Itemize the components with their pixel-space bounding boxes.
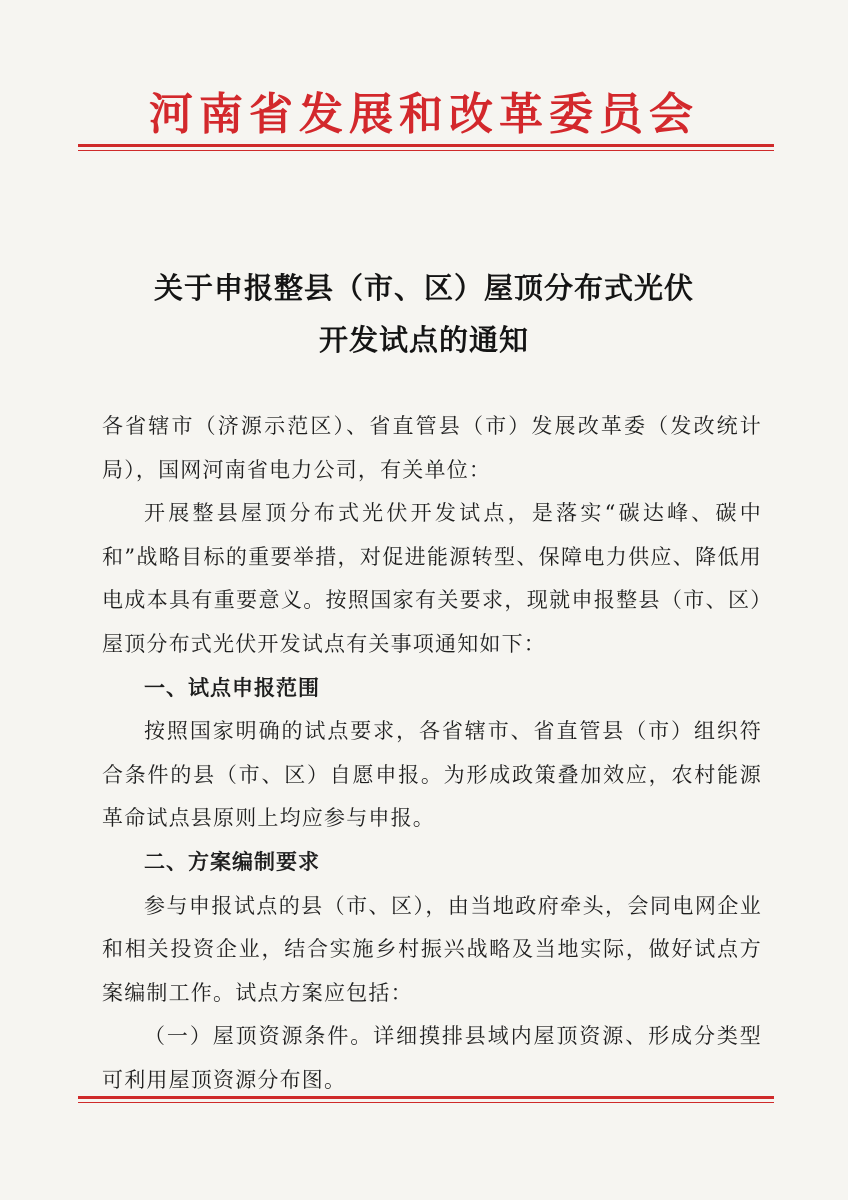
intro-paragraph: 开展整县屋顶分布式光伏开发试点，是落实“碳达峰、碳中和”战略目标的重要举措，对促进能源转型、保障电力供应、降低用电成本具有重要意义。按照国家有关要求，现就申报整县（市、区）屋顶分布式光伏开发试点有关事项通知如下：: [102, 501, 762, 656]
letterhead-red-rule: [78, 144, 774, 151]
footer-red-rule: [78, 1096, 774, 1103]
section1-paragraph: 按照国家明确的试点要求，各省辖市、省直管县（市）组织符合条件的县（市、区）自愿申报。为形成政策叠加效应，农村能源革命试点县原则上均应参与申报。: [102, 719, 762, 831]
letterhead-organization: 河南省发展和改革委员会: [149, 89, 699, 140]
section2-paragraph: 参与申报试点的县（市、区），由当地政府牵头，会同电网企业和相关投资企业，结合实施乡村振兴战略及当地实际，做好试点方案编制工作。试点方案应包括：: [102, 893, 762, 1005]
red-rule-thick-line: [78, 144, 774, 147]
section2-heading: 二、方案编制要求: [144, 849, 320, 874]
footer-rule-thick-line: [78, 1096, 774, 1099]
footer-rule-thin-line: [78, 1102, 774, 1103]
red-rule-thin-line: [78, 150, 774, 151]
document-body: [102, 405, 762, 1103]
section2-item1-paragraph: （一）屋顶资源条件。详细摸排县域内屋顶资源、形成分类型可利用屋顶资源分布图。: [102, 1024, 762, 1092]
salutation-paragraph: 各省辖市（济源示范区）、省直管县（市）发展改革委（发改统计局），国网河南省电力公司，有关单位：: [102, 414, 762, 482]
section1-heading: 一、试点申报范围: [144, 675, 320, 700]
document-title-line2: 开发试点的通知: [318, 323, 529, 357]
document-title-line1: 关于申报整县（市、区）屋顶分布式光伏: [153, 271, 694, 305]
